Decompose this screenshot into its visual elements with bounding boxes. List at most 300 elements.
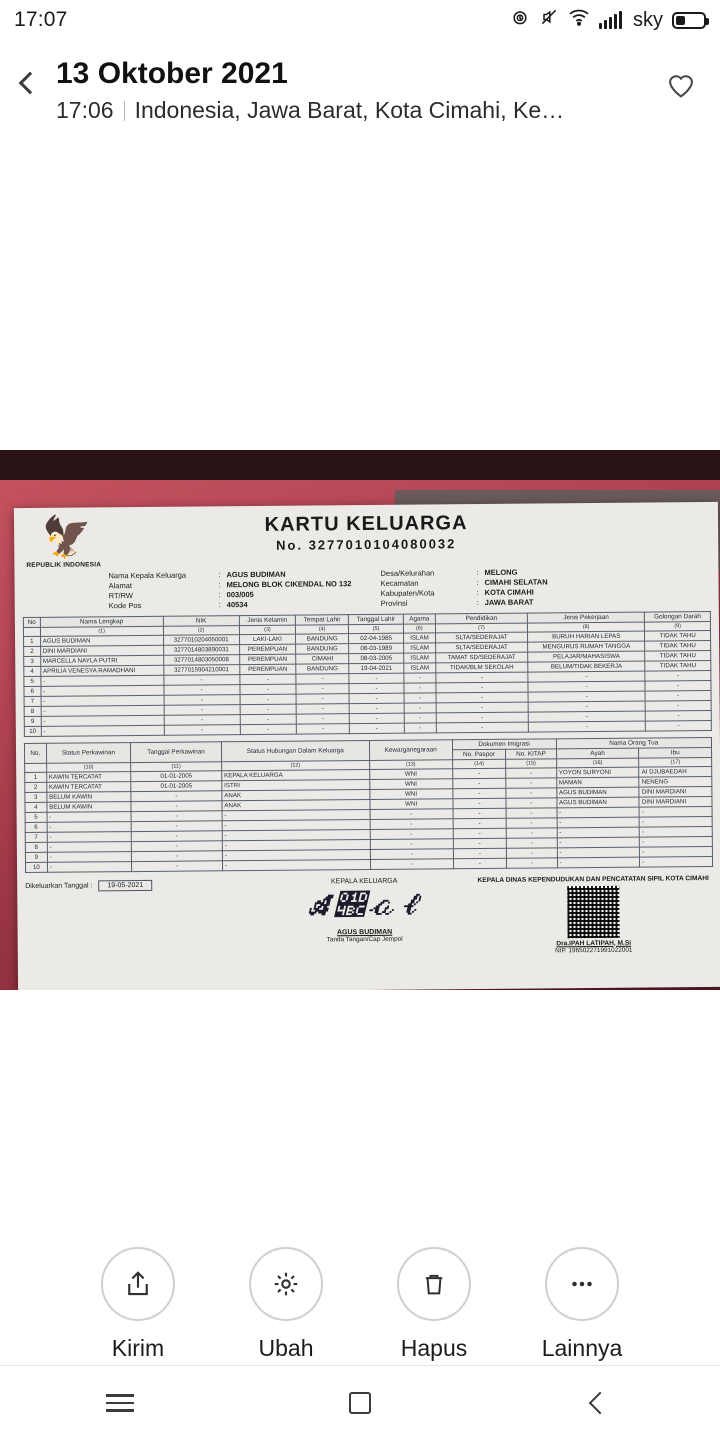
table-cell: KEPALA KELUARGA <box>222 769 370 780</box>
head-name: AGUS BUDIMAN <box>336 928 393 936</box>
table-cell: - <box>506 817 556 827</box>
column-header: Golongan Darah <box>645 611 711 622</box>
table-cell: - <box>646 720 712 731</box>
photo-canvas[interactable] <box>0 450 720 990</box>
table-cell: PEREMPUAN <box>239 654 296 664</box>
action-kirim[interactable] <box>88 1247 188 1362</box>
table-cell: 8 <box>24 706 41 716</box>
table-cell: 9 <box>24 716 41 726</box>
colnum-cell: (16) <box>556 758 639 768</box>
table-cell: - <box>645 670 711 681</box>
table-cell: TIDAK TAHU <box>645 640 711 651</box>
status-bar <box>0 0 720 40</box>
document-meta <box>22 566 710 613</box>
document-meta-right <box>380 566 710 609</box>
column-header: No. <box>24 743 46 763</box>
meta-colon: : <box>218 580 221 590</box>
colnum-cell: (3) <box>239 625 296 634</box>
table-cell: - <box>528 721 645 732</box>
meta-key: RT/RW <box>108 591 134 601</box>
meta-row <box>109 600 353 612</box>
meta-value: KOTA CIMAHI <box>484 587 534 598</box>
colnum-cell: (11) <box>131 761 222 771</box>
table-cell: - <box>222 809 370 820</box>
recents-button[interactable] <box>60 1366 180 1440</box>
action-lainnya[interactable] <box>532 1247 632 1362</box>
head-label: KEPALA KELUARGA <box>330 877 398 885</box>
table-cell: - <box>507 847 557 857</box>
column-header: Dokumen Imigrasi <box>452 738 556 749</box>
chevron-left-icon <box>19 72 42 95</box>
back-icon <box>589 1392 612 1415</box>
table-cell: - <box>436 692 528 703</box>
table-cell: 8 <box>25 842 47 852</box>
table-cell: - <box>404 672 436 682</box>
header-titles <box>52 56 658 124</box>
table-cell: 3277010204050001 <box>163 634 239 645</box>
meta-key: Provinsi <box>380 599 408 609</box>
table-cell: 4 <box>25 802 47 812</box>
table-cell: - <box>645 690 711 701</box>
issued-label: Dikeluarkan Tanggal : <box>25 881 93 890</box>
colnum-cell: (8) <box>528 622 645 632</box>
table-cell: 10 <box>24 726 41 736</box>
table-cell: TAMAT SD/SEDERAJAT <box>436 652 528 663</box>
share-icon <box>101 1247 175 1321</box>
meta-value: CIMAHI SELATAN <box>484 577 548 588</box>
table-cell: - <box>222 819 370 830</box>
colnum-cell: (10) <box>46 762 131 772</box>
column-header: Agama <box>403 613 435 623</box>
table-cell: KAWIN TERCATAT <box>46 771 131 782</box>
subtitle-divider <box>124 101 125 121</box>
table-cell: NENENG <box>639 776 712 787</box>
table-cell: ANAK <box>222 799 370 810</box>
meta-key: Kabupaten/Kota <box>380 588 435 599</box>
table-cell: DINI MARDIANI <box>639 786 712 797</box>
action-ubah[interactable] <box>236 1247 336 1362</box>
table-cell: - <box>240 704 297 714</box>
table-cell: 6 <box>25 822 47 832</box>
table-cell: - <box>370 838 453 849</box>
action-ubah-label: Ubah <box>258 1335 314 1361</box>
table-cell: ISLAM <box>404 662 436 672</box>
colnum-cell: (12) <box>221 760 369 770</box>
column-header: Nama Lengkap <box>40 616 163 627</box>
table-cell: SLTA/SEDERAJAT <box>435 642 527 653</box>
table-cell: - <box>436 702 528 713</box>
document-number-value: 3277010104080032 <box>308 536 457 553</box>
colnum-cell: (15) <box>506 758 556 767</box>
table-cell: - <box>47 861 132 872</box>
table-cell: - <box>164 674 240 685</box>
table-cell: AI DJUBAEDAH <box>639 766 712 777</box>
table-cell: - <box>131 830 222 841</box>
table-cell: BELUM KAWIN <box>47 791 132 802</box>
header-back-button[interactable] <box>8 56 52 110</box>
table-cell: - <box>164 704 240 715</box>
photo-subtitle <box>56 97 658 124</box>
table-cell: - <box>132 860 223 871</box>
column-header: Jenis Kelamin <box>239 615 296 625</box>
table-cell: - <box>557 857 640 868</box>
table-cell: - <box>41 705 164 716</box>
column-header: Pendidikan <box>435 613 527 624</box>
table-cell: - <box>453 808 507 818</box>
table-cell: 10 <box>25 862 47 872</box>
mute-icon <box>539 7 559 33</box>
table-cell: - <box>370 808 453 819</box>
table-cell: MAMAN <box>556 777 639 788</box>
table-cell: - <box>453 798 507 808</box>
table-cell: WNI <box>370 798 453 809</box>
table-cell: - <box>222 849 370 860</box>
table-cell: - <box>131 810 222 821</box>
table-cell: BANDUNG <box>296 643 349 653</box>
table-cell: - <box>453 858 507 868</box>
table-cell: - <box>222 829 370 840</box>
table-cell: - <box>47 811 132 822</box>
table-cell: - <box>349 713 404 723</box>
table-cell: - <box>404 722 436 732</box>
photo-location: Indonesia, Jawa Barat, Kota Cimahi, Ke… <box>134 97 565 124</box>
document-header <box>22 508 710 570</box>
table-cell: - <box>349 693 404 703</box>
table-cell: - <box>507 857 557 867</box>
table-cell: - <box>506 767 556 777</box>
qr-code-icon <box>567 885 619 937</box>
table-cell: 3277015904210001 <box>163 664 239 675</box>
column-header: Tanggal Lahir <box>349 614 404 624</box>
table-cell: WNI <box>370 788 453 799</box>
table-cell: 5 <box>24 676 41 686</box>
table-cell: - <box>453 848 507 858</box>
table-cell: 7 <box>24 696 41 706</box>
meta-row <box>381 596 711 609</box>
document-footer <box>25 874 714 958</box>
table-cell: AGUS BUDIMAN <box>556 797 639 808</box>
column-subheader: No. KITAP <box>506 748 556 758</box>
system-navigation-bar <box>0 1366 720 1440</box>
colnum-cell: (17) <box>639 757 712 767</box>
table-cell: - <box>164 684 240 695</box>
table-cell: - <box>240 714 297 724</box>
table-cell: 19-04-2021 <box>349 663 404 673</box>
table-cell: - <box>506 787 556 797</box>
table-cell: TIDAK/BLM SEKOLAH <box>436 662 528 673</box>
head-signature-block <box>255 877 474 957</box>
meta-value: MELONG <box>484 567 518 577</box>
meta-value: AGUS BUDIMAN <box>226 569 286 580</box>
meta-colon: : <box>218 570 221 580</box>
table-cell: 1 <box>25 772 47 782</box>
colnum-cell: (1) <box>40 626 163 636</box>
table-cell: - <box>404 712 436 722</box>
table-cell: - <box>296 703 349 713</box>
table-cell: BELUM KAWIN <box>47 801 132 812</box>
meta-colon: : <box>476 568 479 578</box>
family-members-table <box>23 611 712 737</box>
table-cell: 3277014803890031 <box>163 644 239 655</box>
office-block <box>473 874 714 954</box>
table-cell: MENGURUS RUMAH TANGGA <box>528 641 645 652</box>
meta-value: 003/005 <box>226 590 254 600</box>
document-title: KARTU KELUARGA <box>264 512 468 536</box>
colnum-cell: (9) <box>645 621 711 631</box>
table-cell: - <box>453 828 507 838</box>
table-cell: - <box>131 840 222 851</box>
table-cell: - <box>404 702 436 712</box>
table-cell: - <box>222 859 370 870</box>
edit-icon <box>249 1247 323 1321</box>
republic-label: REPUBLIK INDONESIA <box>26 561 102 569</box>
table-cell: BANDUNG <box>296 633 349 643</box>
issued-date: 19-05-2021 <box>98 879 152 890</box>
officer-name: Dra.IPAH LATIPAH, M.Si <box>556 939 632 947</box>
table-cell: 7 <box>25 832 47 842</box>
table-cell: - <box>506 797 556 807</box>
table-cell: - <box>296 723 349 733</box>
battery-icon <box>672 12 706 29</box>
photo-time: 17:06 <box>56 97 114 124</box>
wifi-icon <box>568 8 590 32</box>
table-cell: - <box>506 777 556 787</box>
table-cell: - <box>240 694 297 704</box>
table-cell: PEREMPUAN <box>239 664 296 674</box>
table-cell: - <box>370 858 453 869</box>
table-cell: 1 <box>24 636 41 646</box>
table-cell: - <box>506 807 556 817</box>
table-cell: TIDAK TAHU <box>645 630 711 641</box>
table-cell: BELUM/TIDAK BEKERJA <box>528 661 645 672</box>
column-header: Kewarganegaraan <box>369 739 452 760</box>
table-cell: - <box>528 711 645 722</box>
table-cell: - <box>436 672 528 683</box>
meta-key: Kode Pos <box>108 601 142 611</box>
table-cell: - <box>164 714 240 725</box>
table-cell: - <box>349 673 404 683</box>
officer-nip: NIP. 196502271991022001 <box>555 946 633 954</box>
signal-icon <box>599 11 622 29</box>
status-clock: 17:07 <box>14 8 68 31</box>
carrier-label: sky <box>633 8 663 31</box>
family-members-body <box>24 630 712 736</box>
table-cell: - <box>640 816 713 827</box>
table-cell: - <box>557 837 640 848</box>
table-cell: 6 <box>24 686 41 696</box>
action-lainnya-label: Lainnya <box>541 1335 623 1361</box>
table-cell: 2 <box>24 646 41 656</box>
table-cell: - <box>41 715 164 726</box>
table-cell: PEREMPUAN <box>239 644 296 654</box>
table-cell: 4 <box>24 666 41 676</box>
table-cell: - <box>349 703 404 713</box>
meta-colon: : <box>218 590 221 600</box>
table-cell: 02-04-1985 <box>349 633 404 643</box>
table-cell: 3 <box>24 656 41 666</box>
table-cell: - <box>164 724 240 735</box>
table-cell: - <box>452 768 506 778</box>
table-cell: - <box>370 848 453 859</box>
table-cell: - <box>41 685 164 696</box>
table-cell: - <box>452 788 506 798</box>
table-cell: ISLAM <box>404 652 436 662</box>
table-cell: - <box>528 701 645 712</box>
table-cell: - <box>557 847 640 858</box>
table-cell: ISLAM <box>404 642 436 652</box>
office-label: KEPALA DINAS KEPENDUDUKAN DAN PENCATATAN SIPIL KOTA CIMAHI <box>477 874 709 884</box>
column-subheader: Ayah <box>556 748 639 759</box>
table-cell: ISLAM <box>403 632 435 642</box>
table-cell: - <box>41 725 164 736</box>
table-cell: SLTA/SEDERAJAT <box>435 632 527 643</box>
colnum-cell: (2) <box>163 625 239 635</box>
table-cell: - <box>370 818 453 829</box>
table-cell: - <box>436 722 528 733</box>
column-header: No <box>23 617 40 627</box>
meta-colon: : <box>476 598 479 608</box>
more-icon <box>545 1247 619 1321</box>
table-cell: - <box>453 818 507 828</box>
colnum-cell: (13) <box>369 759 452 769</box>
table-cell: ANAK <box>222 789 370 800</box>
table-cell: - <box>528 691 645 702</box>
column-subheader: No. Paspor <box>452 749 506 759</box>
table-cell: - <box>557 807 640 818</box>
column-header: Jenis Pekerjaan <box>527 612 644 623</box>
table-cell: TIDAK TAHU <box>645 650 711 661</box>
table-cell: - <box>507 837 557 847</box>
meta-value: MELONG BLOK CIKENDAL NO 132 <box>226 579 352 590</box>
table-cell: TIDAK TAHU <box>645 660 711 671</box>
alarm-icon <box>510 7 530 33</box>
document-meta-left <box>22 569 352 612</box>
meta-colon: : <box>476 578 479 588</box>
table-cell: - <box>296 693 349 703</box>
table-cell: - <box>240 724 297 734</box>
column-header: Tempat Lahir <box>296 614 349 624</box>
table-cell: BANDUNG <box>296 663 349 673</box>
table-cell: - <box>47 821 132 832</box>
table-cell: - <box>296 713 349 723</box>
table-cell: CIMAHI <box>296 653 349 663</box>
meta-key: Desa/Kelurahan <box>380 568 435 578</box>
table-cell: DINI MARDIANI <box>639 796 712 807</box>
home-icon <box>349 1392 371 1414</box>
heart-icon <box>664 69 698 101</box>
table-cell: - <box>528 681 645 692</box>
table-cell: - <box>370 828 453 839</box>
table-cell: MARCELLA NAYLA PUTRI <box>40 655 163 666</box>
action-hapus[interactable] <box>384 1247 484 1362</box>
table-cell: - <box>557 827 640 838</box>
table-cell: - <box>506 827 556 837</box>
table-cell: - <box>349 723 404 733</box>
table-cell: - <box>132 850 223 861</box>
table-cell: - <box>528 671 645 682</box>
table-cell: - <box>296 683 349 693</box>
colnum-cell: (6) <box>403 623 435 632</box>
table-cell: - <box>639 806 712 817</box>
table-cell: - <box>164 694 240 705</box>
table-cell: LAKI-LAKI <box>239 634 296 644</box>
table-cell: APRILIA VENESYA RAMADHANI <box>40 665 163 676</box>
favorite-button[interactable] <box>658 62 704 108</box>
meta-colon: : <box>476 588 479 598</box>
table-cell: - <box>436 682 528 693</box>
table-cell: AGUS BUDIMAN <box>556 787 639 798</box>
table-cell: 01-01-2005 <box>131 780 222 791</box>
back-button[interactable] <box>540 1366 660 1440</box>
colnum-cell <box>23 627 40 636</box>
table-cell: - <box>453 838 507 848</box>
document-number-label: No. <box>276 537 304 553</box>
table-cell: - <box>640 826 713 837</box>
table-cell: DINI MARDIANI <box>40 645 163 656</box>
action-hapus-label: Hapus <box>400 1335 468 1361</box>
issued-block <box>25 878 256 958</box>
table-cell: - <box>41 695 164 706</box>
page-title: 13 Oktober 2021 <box>56 57 288 90</box>
column-header: Nama Orang Tua <box>556 737 712 748</box>
table-cell: - <box>240 684 297 694</box>
table-cell: - <box>349 683 404 693</box>
table-cell: 9 <box>25 852 47 862</box>
colnum-cell: (7) <box>435 623 527 633</box>
table-cell: 01-01-2005 <box>131 770 222 781</box>
table-cell: ISTRI <box>222 779 370 790</box>
table-cell: - <box>47 851 132 862</box>
table-cell: 3277014803050008 <box>163 654 239 665</box>
table-cell: - <box>131 790 222 801</box>
table-cell: KAWIN TERCATAT <box>46 781 131 792</box>
menu-icon <box>106 1394 134 1412</box>
table-cell: - <box>640 846 713 857</box>
column-subheader: Ibu <box>639 747 712 758</box>
colnum-cell: (14) <box>452 759 506 768</box>
meta-key: Nama Kepala Keluarga <box>108 570 187 581</box>
column-header: Status Perkawinan <box>46 742 131 763</box>
table-cell: BURUH HARIAN LEPAS <box>528 631 645 642</box>
table-cell: 08-03-1989 <box>349 643 404 653</box>
table-cell: PELAJAR/MAHASISWA <box>528 651 645 662</box>
family-status-table <box>24 736 713 872</box>
column-header: Status Hubungan Dalam Keluarga <box>221 740 369 761</box>
viewer-header <box>0 40 720 134</box>
colnum-cell <box>25 763 47 772</box>
table-cell: 08-03-2005 <box>349 653 404 663</box>
colnum-cell: (4) <box>296 624 349 633</box>
table-cell: - <box>557 817 640 828</box>
home-button[interactable] <box>300 1366 420 1440</box>
table-cell: - <box>645 680 711 691</box>
column-header: Tanggal Perkawinan <box>131 741 222 762</box>
table-cell: - <box>131 820 222 831</box>
table-cell: - <box>645 700 711 711</box>
table-cell: WNI <box>369 778 452 789</box>
signature-scribble: 𝓐𝒼𝒶𝓁 <box>304 888 425 923</box>
table-cell: - <box>404 692 436 702</box>
colnum-cell: (5) <box>349 624 404 633</box>
table-cell: - <box>640 836 713 847</box>
table-cell: - <box>41 675 164 686</box>
meta-colon: : <box>218 600 221 610</box>
table-cell: - <box>222 839 370 850</box>
table-cell: 3 <box>25 792 47 802</box>
table-cell: 2 <box>25 782 47 792</box>
table-cell: - <box>452 778 506 788</box>
meta-value: JAWA BARAT <box>484 597 534 608</box>
